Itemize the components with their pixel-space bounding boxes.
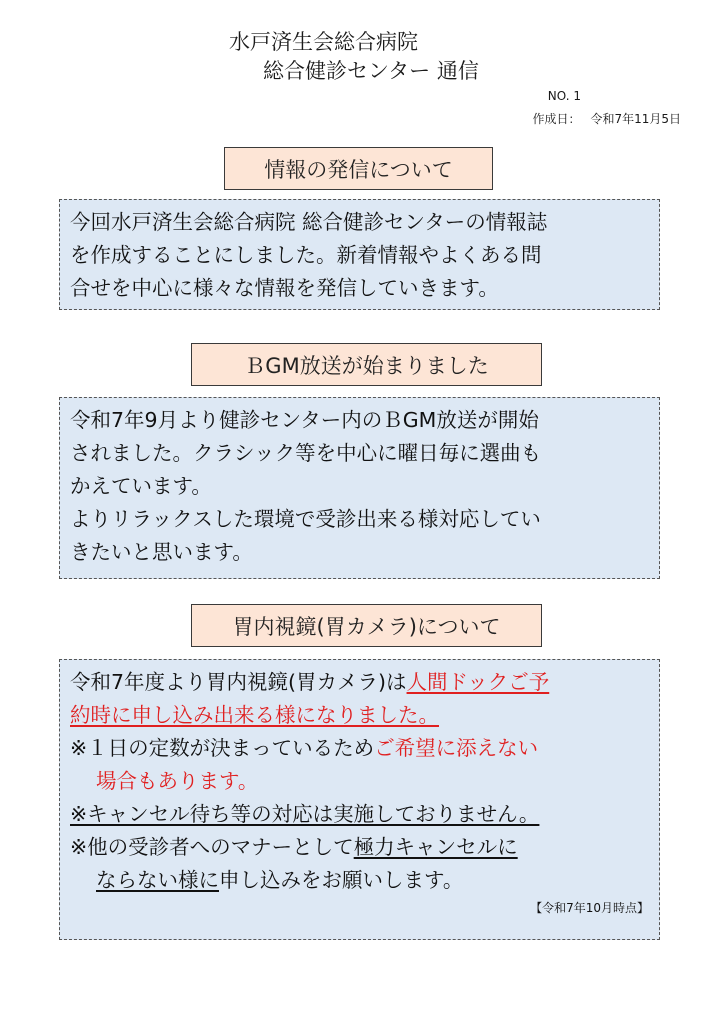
newsletter-title: 総合健診センター 通信 (263, 59, 479, 83)
text-span: ※１日の定数が決まっているため (70, 736, 375, 760)
text-line (70, 831, 649, 864)
text-line: かえています。 (70, 474, 212, 498)
text-line: 合せを中心に様々な情報を発信していきます。 (70, 276, 499, 300)
section-heading-endoscopy: 胃内視鏡(胃カメラ)について (191, 604, 542, 647)
emphasis-text: 場合もあります。 (96, 769, 259, 793)
text-line (70, 765, 649, 798)
text-line: されました。クラシック等を中心に曜日毎に選曲も (70, 441, 542, 465)
text-line: 今回水戸済生会総合病院 総合健診センターの情報誌 (70, 210, 548, 234)
issue-number: NO. 1 (547, 89, 581, 103)
date-value: 令和7年11月5日 (590, 112, 681, 126)
text-line (70, 666, 649, 699)
text-line: を作成することにしました。新着情報やよくある問 (70, 243, 542, 267)
emphasis-text: 約時に申し込み出来る様になりました。 (70, 703, 439, 727)
underlined-text: 極力キャンセルに (353, 835, 518, 859)
section-box-endoscopy (59, 659, 660, 940)
as-of-note: 【令和7年10月時点】 (530, 901, 649, 915)
hospital-name: 水戸済生会総合病院 (229, 30, 418, 54)
text-line: よりリラックスした環境で受診出来る様対応してい (70, 507, 541, 531)
emphasis-text: ご希望に添えない (374, 736, 539, 760)
text-line (70, 798, 649, 831)
text-line (70, 732, 649, 765)
date-label: 作成日： (532, 112, 581, 126)
text-line (70, 699, 649, 732)
section-heading-bgm: ＢGM放送が始まりました (191, 343, 542, 386)
section-heading-info: 情報の発信について (224, 147, 493, 190)
section-box-bgm (59, 397, 660, 579)
text-span: ※他の受診者へのマナーとして (70, 835, 354, 859)
creation-date (532, 110, 681, 127)
underlined-text: ならない様に (96, 868, 219, 892)
text-line: 令和7年9月より健診センター内のＢGM放送が開始 (70, 408, 539, 432)
text-span: 申し込みをお願いします。 (219, 868, 464, 892)
text-line: きたいと思います。 (70, 540, 253, 564)
underlined-text: ※キャンセル待ち等の対応は実施しておりません。 (70, 802, 540, 826)
emphasis-text: 人間ドックご予 (406, 670, 550, 694)
text-span: 令和7年度より胃内視鏡(胃カメラ)は (70, 670, 407, 694)
section-box-info (59, 199, 660, 310)
text-line (70, 864, 649, 897)
